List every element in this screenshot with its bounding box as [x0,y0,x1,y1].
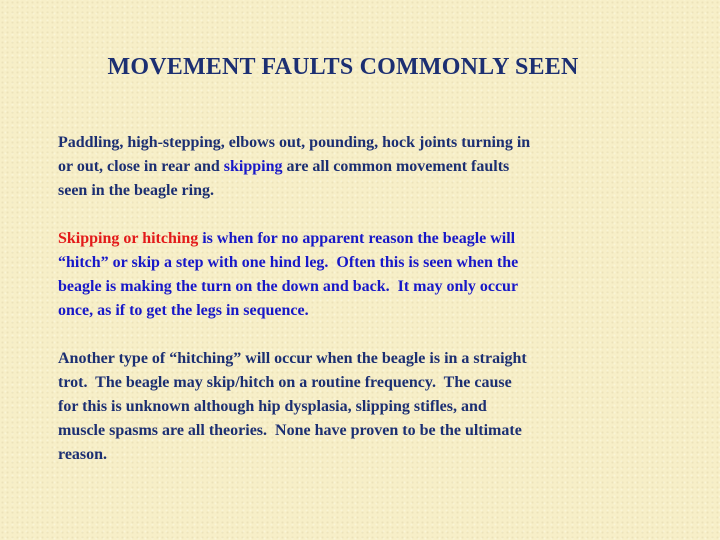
skipping-hitching-highlight: Skipping or hitching [58,230,199,247]
paragraph1-line2-prefix: or out, close in rear and [58,158,224,175]
paragraph3-line2: trot. The beagle may skip/hitch on a routine frequency. The cause [58,374,512,391]
skipping-highlight: skipping [223,158,283,175]
slide-title: MOVEMENT FAULTS COMMONLY SEEN [107,54,579,80]
paragraph3-line3: for this is unknown although hip dysplasia, slipping stifles, and [58,398,487,415]
paragraph1-line2-suffix: are all common movement faults [282,158,510,175]
paragraph-skipping-definition [58,227,678,323]
paragraph2-line4: once, as if to get the legs in sequence. [58,302,309,319]
paragraph1-line2 [58,155,678,179]
paragraph-movement-faults [58,131,678,203]
paragraph2-line3: beagle is making the turn on the down and back. It may only occur [58,278,519,295]
paragraph2-line2: “hitch” or skip a step with one hind leg. Often this is seen when the [58,254,519,271]
paragraph3-line1: Another type of “hitching” will occur when the beagle is in a straight [58,350,527,367]
paragraph1-line1: Paddling, high-stepping, elbows out, pounding, hock joints turning in [58,134,531,151]
slide-body [58,131,678,491]
paragraph3-line4: muscle spasms are all theories. None have proven to be the ultimate [58,422,522,439]
paragraph3-line5: reason. [58,446,108,463]
paragraph1-line3: seen in the beagle ring. [58,182,214,199]
paragraph2-line1 [58,227,678,251]
paragraph-hitching-trot [58,347,678,467]
paragraph2-line1-rest: is when for no apparent reason the beagle will [198,230,516,247]
